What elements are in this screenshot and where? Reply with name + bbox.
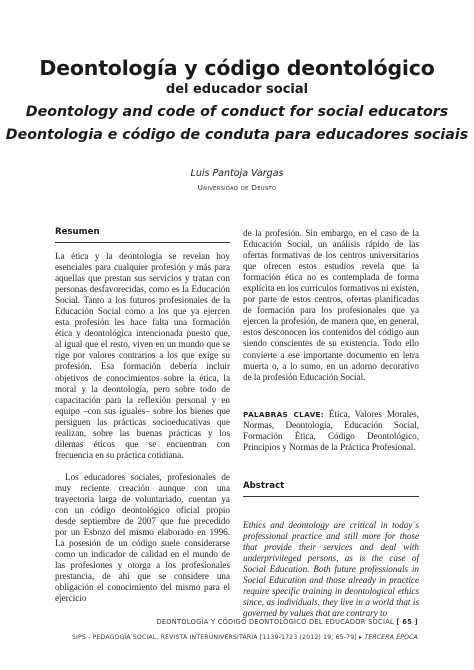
keywords-list: Ética, Valores Morales, Normas, Deontología, Educación Social, Formación Ética, Código Deontológico, Principios y Normas de la Práctica Profesional. [243, 409, 420, 453]
keywords-block [243, 409, 419, 453]
resumen-continuation [243, 228, 419, 383]
resumen-paragraph-2: Los educadores sociales, profesionales de muy reciente creación aunque con una trayectoria larga de voluntariado, cuentan ya con un código deontológico oficial propio desde septiembre de 2007 que fue precedido por un Esbozo del mismo elaborado en 1996. La posesión de un código suele considerarse como un indicador de calidad en el mundo de las profesiones y otorga a los profesionales prestancia, de ahí que se considere una obligación el conocimiento del mismo para el ejercicio [55, 471, 230, 604]
resumen-rule [55, 242, 230, 243]
author-name: Luis Pantoja Vargas [190, 168, 284, 179]
journal-epoch: ▸ TERCERA ÉPOCA [359, 634, 418, 641]
article-subtitle: del educador social [165, 82, 309, 97]
abstract-body: Ethics and deontology are critical in today´s professional practice and still more for those that provide their services and deal with underprivileged persons, as is the case of Social Education. Both future professionals in Social Education and those already in practice require specific training in deontological ethics since, as individuals, they live in a world that is governed by values that are contrary to [243, 520, 419, 619]
resumen-heading: Resumen [55, 227, 100, 237]
journal-citation [72, 634, 418, 641]
running-footer-title: DEONTOLOGÍA Y CÓDIGO DEONTOLÓGICO DEL EDUCADOR SOCIAL [156, 618, 394, 626]
author-affiliation: Universidad de Deusto [197, 183, 277, 192]
article-title: Deontología y código deontológico [39, 56, 435, 80]
resumen-paragraph-3: de la profesión. Sin embargo, en el caso de la Educación Social, un análisis rápido de las ofertas formativas de los centros universitarios que ofrecen estos estudios revela que la formación ética no es contemplada de forma explícita en los currículos formativos ni existen, por parte de estos centros, ofertas planificadas de formación para los profesionales que ya ejercen la profesión, de manera que, en general, estos desconocen los contenidos del código aun siendo conscientes de su existencia. Todo ello convierte a ese importante documento en letra muerta o, a lo sumo, en un adorno decorativo de la profesión Educación Social. [243, 228, 419, 382]
page-number: [ 65 ] [396, 618, 418, 626]
article-title-portuguese: Deontologia e código de conduta para educadores sociais [5, 127, 469, 143]
keywords-label: PALABRAS CLAVE: [243, 410, 325, 419]
journal-citation-text: SIPS - PEDAGOGÍA SOCIAL. REVISTA INTERUNIVERSITARIA [1139-1723 (2012) 19, 65-79] [71, 634, 357, 641]
resumen-body [55, 251, 230, 605]
abstract-heading: Abstract [243, 481, 285, 491]
running-footer [156, 618, 418, 626]
abstract-rule [243, 496, 419, 497]
resumen-paragraph-1: La ética y la deontología se revelan hoy esenciales para cualquier profesión y más para aquellas que prestan sus servicios y tratan con personas desfavorecidas, como es la Educación Social. Tanto a los futuros profesionales de la Educación Social como a los que ya ejercen esta profesión les hace falta una formación ética y deontológica intencionada puesto que, al igual que el resto, viven en un mundo que se rige por valores contrarios a los que exige su profesión. Esa formación debería incluir objetivos de conocimientos sobre la ética, la moral y la deontología, pero sobre todo de capacitación para la reflexión personal y en equipo –con sus iguales– sobre los bienes que persiguen las prácticas socioeducativas que realizan, sobre las buenas prácticas y los dilemas éticos que se encuentran con frecuencia en su práctica cotidiana. [55, 251, 230, 460]
article-title-english: Deontology and code of conduct for social educators [25, 104, 449, 120]
